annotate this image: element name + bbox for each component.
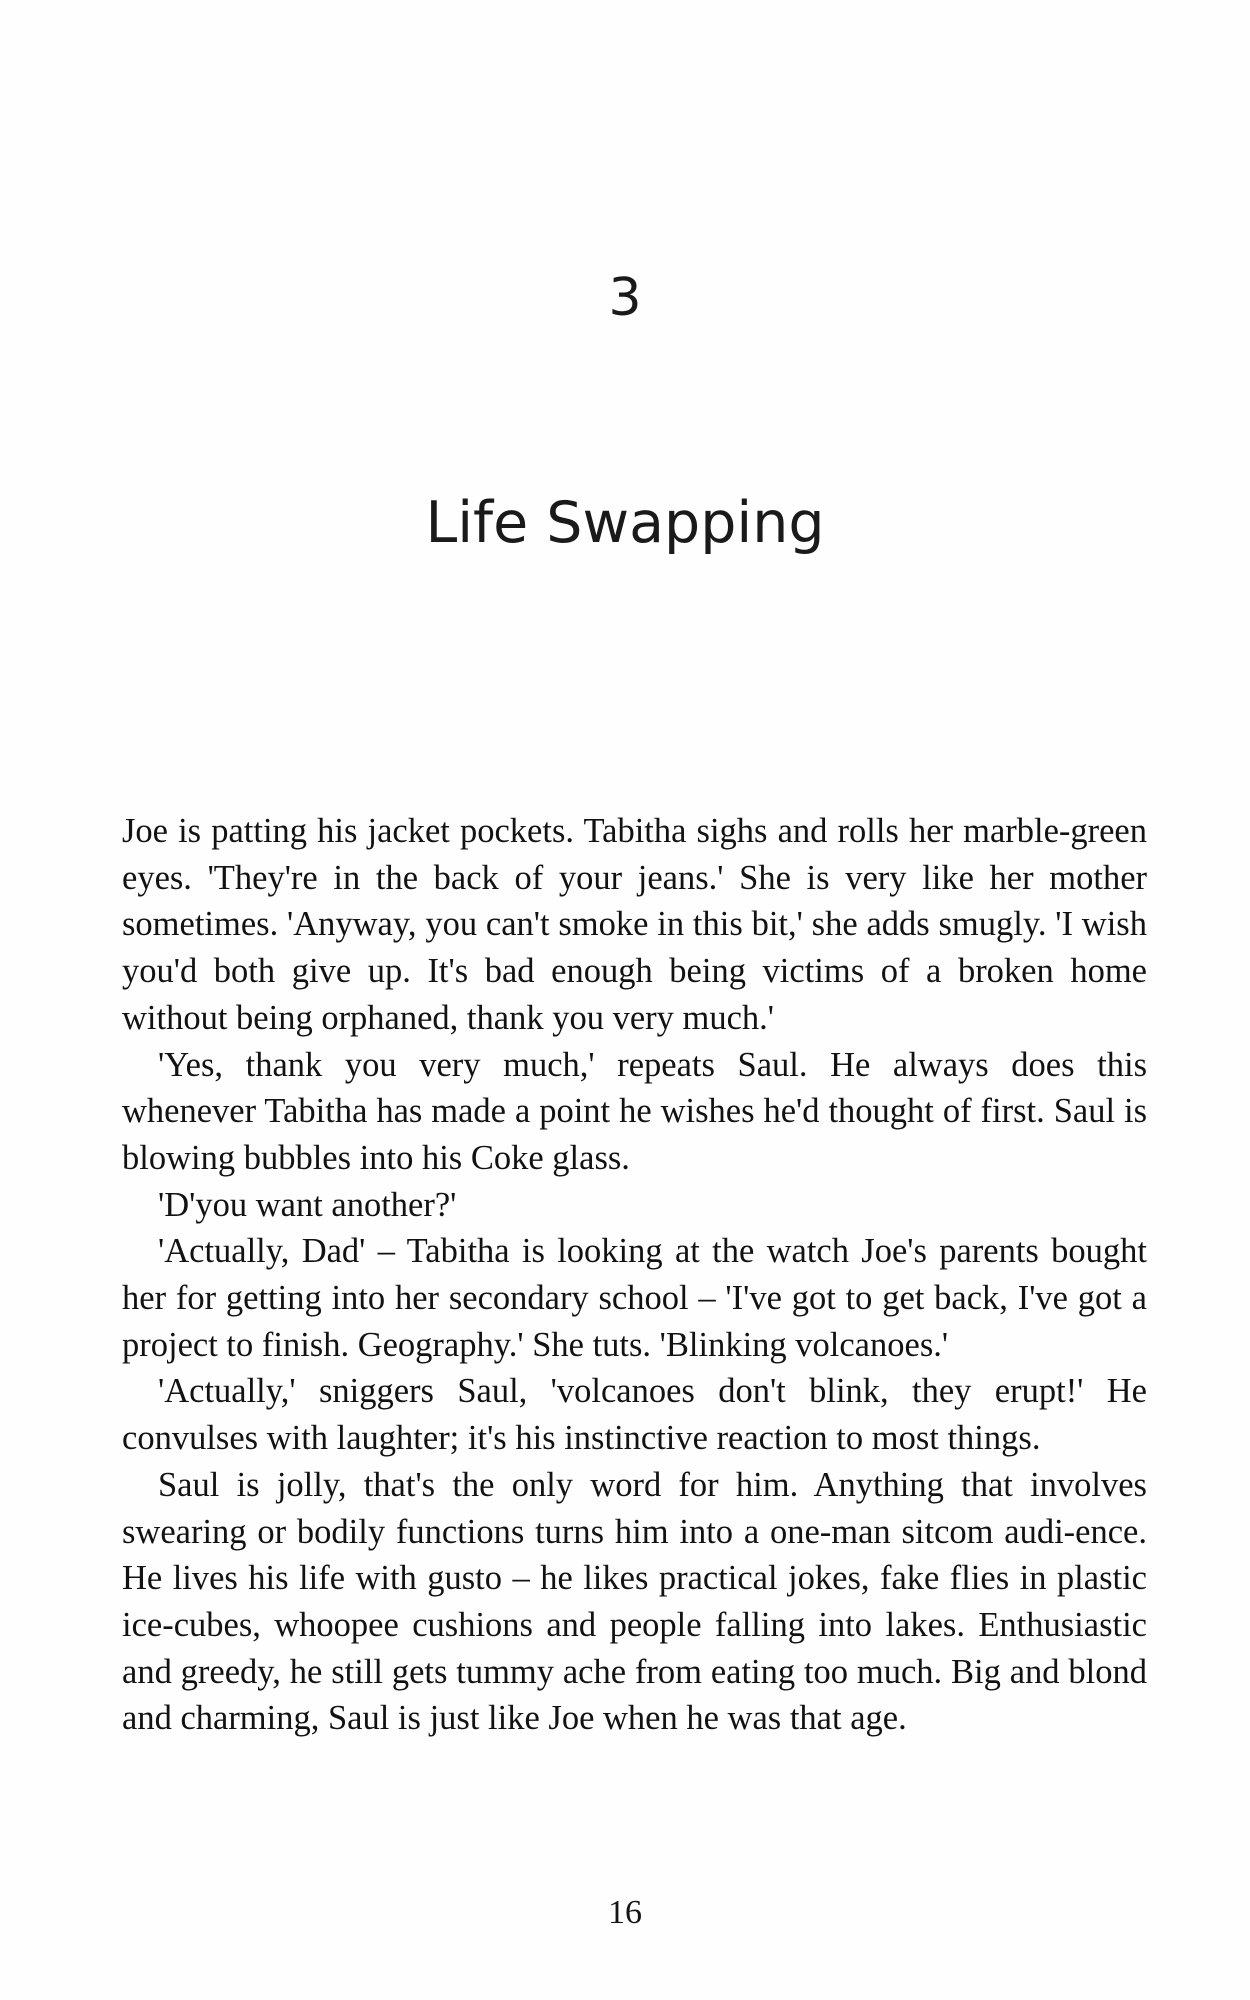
chapter-title: Life Swapping: [425, 490, 825, 556]
paragraph-2: 'Yes, thank you very much,' repeats Saul. He always does this whenever Tabitha has made a point he wishes he'd thought of first. Saul is blowing bubbles into his Coke glass.: [122, 1045, 1147, 1177]
paragraph-1: Joe is patting his jacket pockets. Tabitha sighs and rolls her marble-green eyes. 'They're in the back of your jeans.' She is very like her mother sometimes. 'Anyway, you can't smoke in this bit,' she adds smugly. 'I wish you'd both give up. It's bad enough being victims of a broken home without being orphaned, thank you very much.': [122, 812, 1147, 1037]
paragraph-6: Saul is jolly, that's the only word for him. Anything that involves swearing or bodily functions turns him into a one-man sitcom audi-ence. He lives his life with gusto – he likes practical jokes, fake flies in plastic ice-cubes, whoopee cushions and people falling into lakes. Enthusiastic and greedy, he still gets tummy ache from eating too much. Big and blond and charming, Saul is just like Joe when he was that age.: [122, 1465, 1147, 1738]
paragraph-3: 'D'you want another?': [158, 1185, 457, 1224]
paragraph-4: 'Actually, Dad' – Tabitha is looking at the watch Joe's parents bought her for getting into her secondary school – 'I've got to get back, I've got a project to finish. Geography.' She tuts. 'Blinking volcanoes.': [122, 1232, 1147, 1364]
page-number: 16: [608, 1894, 642, 1931]
paragraph-5: 'Actually,' sniggers Saul, 'volcanoes don't blink, they erupt!' He convulses with laughter; it's his instinctive reaction to most things.: [122, 1372, 1147, 1458]
chapter-body: [122, 808, 1147, 1742]
chapter-number: 3: [608, 268, 642, 328]
